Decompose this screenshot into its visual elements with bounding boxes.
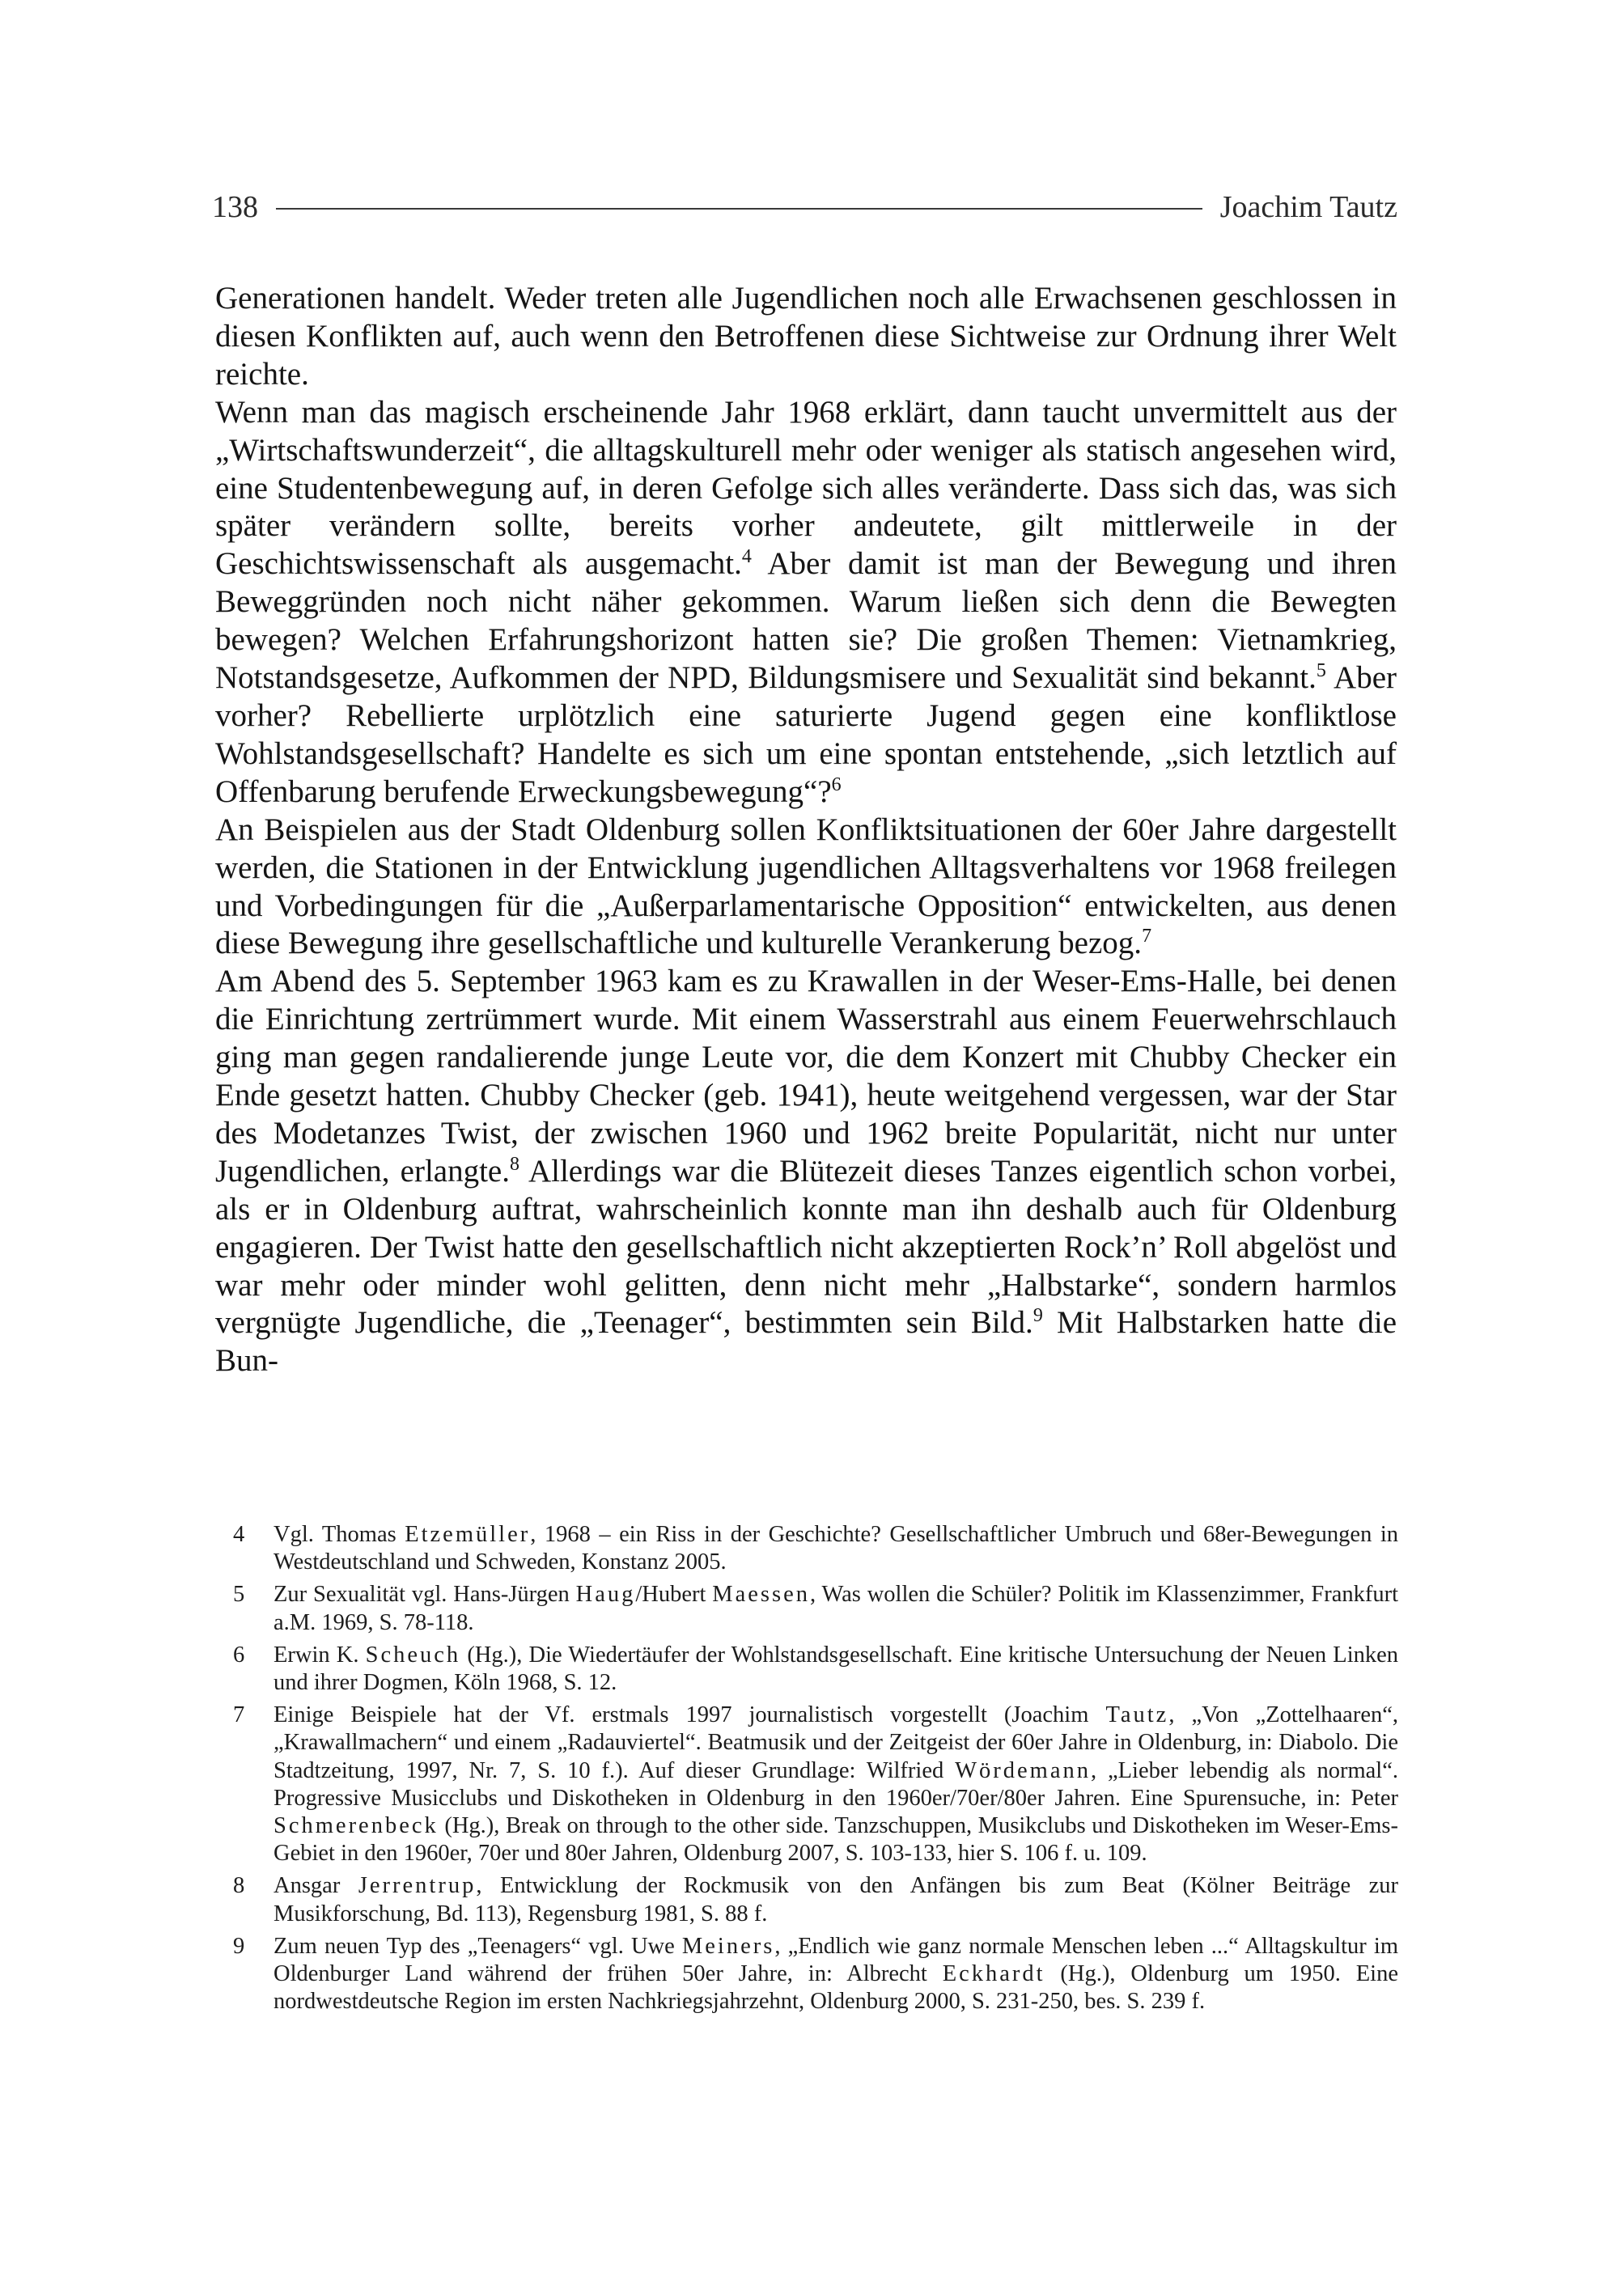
footnote-number: 5: [233, 1582, 245, 1608]
author-name: Tautz: [1105, 1702, 1169, 1728]
footnote-text: Vgl. Thomas Etzemüller, 1968 – ein Riss in der Geschichte? Gesellschaftlicher Umbruch und 68er-Bewegungen in Westdeutschland und Schweden, Konstanz 2005.: [273, 1522, 1398, 1575]
author-name: Maessen: [712, 1582, 811, 1608]
footnote-ref: 4: [741, 546, 752, 568]
author-name: Etzemüller: [405, 1522, 531, 1547]
running-head-author: Joachim Tautz: [1219, 190, 1397, 224]
footnotes: [215, 1521, 1398, 2020]
footnote-number: 9: [233, 1933, 245, 1959]
header-rule: [276, 208, 1202, 210]
paragraph: Wenn man das magisch erscheinende Jahr 1968 erklärt, dann taucht unvermittelt aus der „Wirtschaftswunderzeit“, die alltagskulturell mehr oder weniger als statisch angesehen wird, eine Studentenbewegung auf, in deren Gefolge sich alles veränderte. Dass sich das, was sich später verändern sollte, bereits vorher andeutete, gilt mittlerweile in der Geschichtswissenschaft als ausgemacht.$^4$ Aber damit ist man der Bewegung und ihren Beweggründen noch nicht näher gekommen. Warum ließen sich denn die Bewegten bewegen? Welchen Erfahrungshorizont hatten sie? Die großen Themen: Vietnamkrieg, Notstandsgesetze, Aufkommen der NPD, Bildungsmisere und Sexualität sind bekannt.$^5$ Aber vorher? Rebellierte urplötzlich eine saturierte Jugend gegen eine konfliktlose Wohlstandsgesellschaft? Handelte es sich um eine spontan entstehende, „sich letztlich auf Offenbarung berufende Erweckungsbewegung“?$^6$: [215, 394, 1397, 809]
footnote: [215, 1521, 1398, 1576]
footnote-text: Ansgar Jerrentrup, Entwicklung der Rockmusik von den Anfängen bis zum Beat (Kölner Beiträge zur Musikforschung, Bd. 113), Regensburg 1981, S. 88 f.: [273, 1873, 1398, 1926]
footnote-ref: 8: [510, 1153, 519, 1175]
running-header: [212, 181, 1397, 233]
author-name: Wördemann: [955, 1757, 1091, 1783]
footnote-text: Einige Beispiele hat der Vf. erstmals 1997 journalistisch vorgestellt (Joachim Tautz, „Von „Zottelhaaren“, „Krawallmachern“ und einem „Radauviertel“. Beatmusik und der Zeitgeist der 60er Jahre in Oldenburg, in: Diabolo. Die Stadtzeitung, 1997, Nr. 7, S. 10 f.). Auf dieser Grundlage: Wilfried Wördemann, „Lieber lebendig als normal“. Progressive Musicclubs und Diskotheken in Oldenburg in den 1960er/70er/80er Jahren. Eine Spurensuche, in: Peter Schmerenbeck (Hg.), Break on through to the other side. Tanzschuppen, Musikclubs und Diskotheken im Weser-Ems-Gebiet in den 1960er, 70er und 80er Jahren, Oldenburg 2007, S. 103-133, hier S. 106 f. u. 109.: [273, 1702, 1398, 1867]
footnote: [215, 1872, 1398, 1927]
footnote-text: Erwin K. Scheuch (Hg.), Die Wiedertäufer der Wohlstandsgesellschaft. Eine kritische Untersuchung der Neuen Linken und ihrer Dogmen, Köln 1968, S. 12.: [273, 1642, 1399, 1696]
paragraph: Generationen handelt. Weder treten alle Jugendlichen noch alle Erwachsenen geschlossen in diesen Konflikten auf, auch wenn den Betroffenen diese Sichtweise zur Ordnung ihrer Welt reichte.: [215, 281, 1397, 392]
footnote-number: 7: [233, 1702, 245, 1728]
footnote-text: Zum neuen Typ des „Teenagers“ vgl. Uwe Meiners, „Endlich wie ganz normale Menschen leben ...“ Alltagskultur im Oldenburger Land während der frühen 50er Jahre, in: Albrecht Eckhardt (Hg.), Oldenburg um 1950. Eine nordwestdeutsche Region im ersten Nachkriegsjahrzehnt, Oldenburg 2000, S. 231-250, bes. S. 239 f.: [273, 1933, 1398, 2015]
footnote-text: Zur Sexualität vgl. Hans-Jürgen Haug/Hubert Maessen, Was wollen die Schüler? Politik im Klassenzimmer, Frankfurt a.M. 1969, S. 78-118.: [273, 1582, 1398, 1635]
footnote-ref: 6: [831, 774, 842, 795]
author-name: Eckhardt: [942, 1961, 1045, 1987]
footnote-number: 8: [233, 1873, 245, 1899]
author-name: Schmerenbeck: [273, 1813, 439, 1839]
paragraph: An Beispielen aus der Stadt Oldenburg sollen Konfliktsituationen der 60er Jahre dargestellt werden, die Stationen in der Entwicklung jugendlichen Alltagsverhaltens vor 1968 freilegen und Vorbedingungen für die „Außerparlamentarische Opposition“ entwickelten, aus denen diese Bewegung ihre gesellschaftliche und kulturelle Verankerung bezog.$^7$: [215, 812, 1397, 961]
footnote-ref: 5: [1316, 660, 1326, 682]
footnote-number: 4: [233, 1522, 245, 1547]
footnote: [215, 1933, 1398, 2016]
paragraph: Am Abend des 5. September 1963 kam es zu Krawallen in der Weser-Ems-Halle, bei denen die Einrichtung zertrümmert wurde. Mit einem Wasserstrahl aus einem Feuerwehrschlauch ging man gegen randalierende junge Leute vor, die dem Konzert mit Chubby Checker ein Ende gesetzt hatten. Chubby Checker (geb. 1941), heute weitgehend vergessen, war der Star des Modetanzes Twist, der zwischen 1960 und 1962 breite Popularität, nicht nur unter Jugendlichen, erlangte.$^8$ Allerdings war die Blütezeit dieses Tanzes eigentlich schon vorbei, als er in Oldenburg auftrat, wahrscheinlich konnte man ihn deshalb auch für Oldenburg engagieren. Der Twist hatte den gesellschaftlich nicht akzeptierten Rock’n’ Roll abgelöst und war mehr oder minder wohl gelitten, denn nicht mehr „Halbstarke“, sondern harmlos vergnügte Jugendliche, die „Teenager“, bestimmten sein Bild.$^9$ Mit Halbstarken hatte die Bun-: [215, 964, 1397, 1379]
page-number: 138: [212, 190, 258, 224]
footnote: [215, 1642, 1398, 1697]
author-name: Meiners: [681, 1933, 775, 1959]
main-text: [215, 280, 1397, 1380]
footnote-ref: 7: [1142, 926, 1152, 947]
footnote: [215, 1702, 1398, 1867]
footnote-number: 6: [233, 1642, 245, 1668]
author-name: Haug: [575, 1582, 636, 1608]
footnote: [215, 1581, 1398, 1636]
author-name: Jerrentrup: [358, 1873, 477, 1899]
author-name: Scheuch: [365, 1642, 461, 1668]
footnote-ref: 9: [1032, 1305, 1043, 1327]
